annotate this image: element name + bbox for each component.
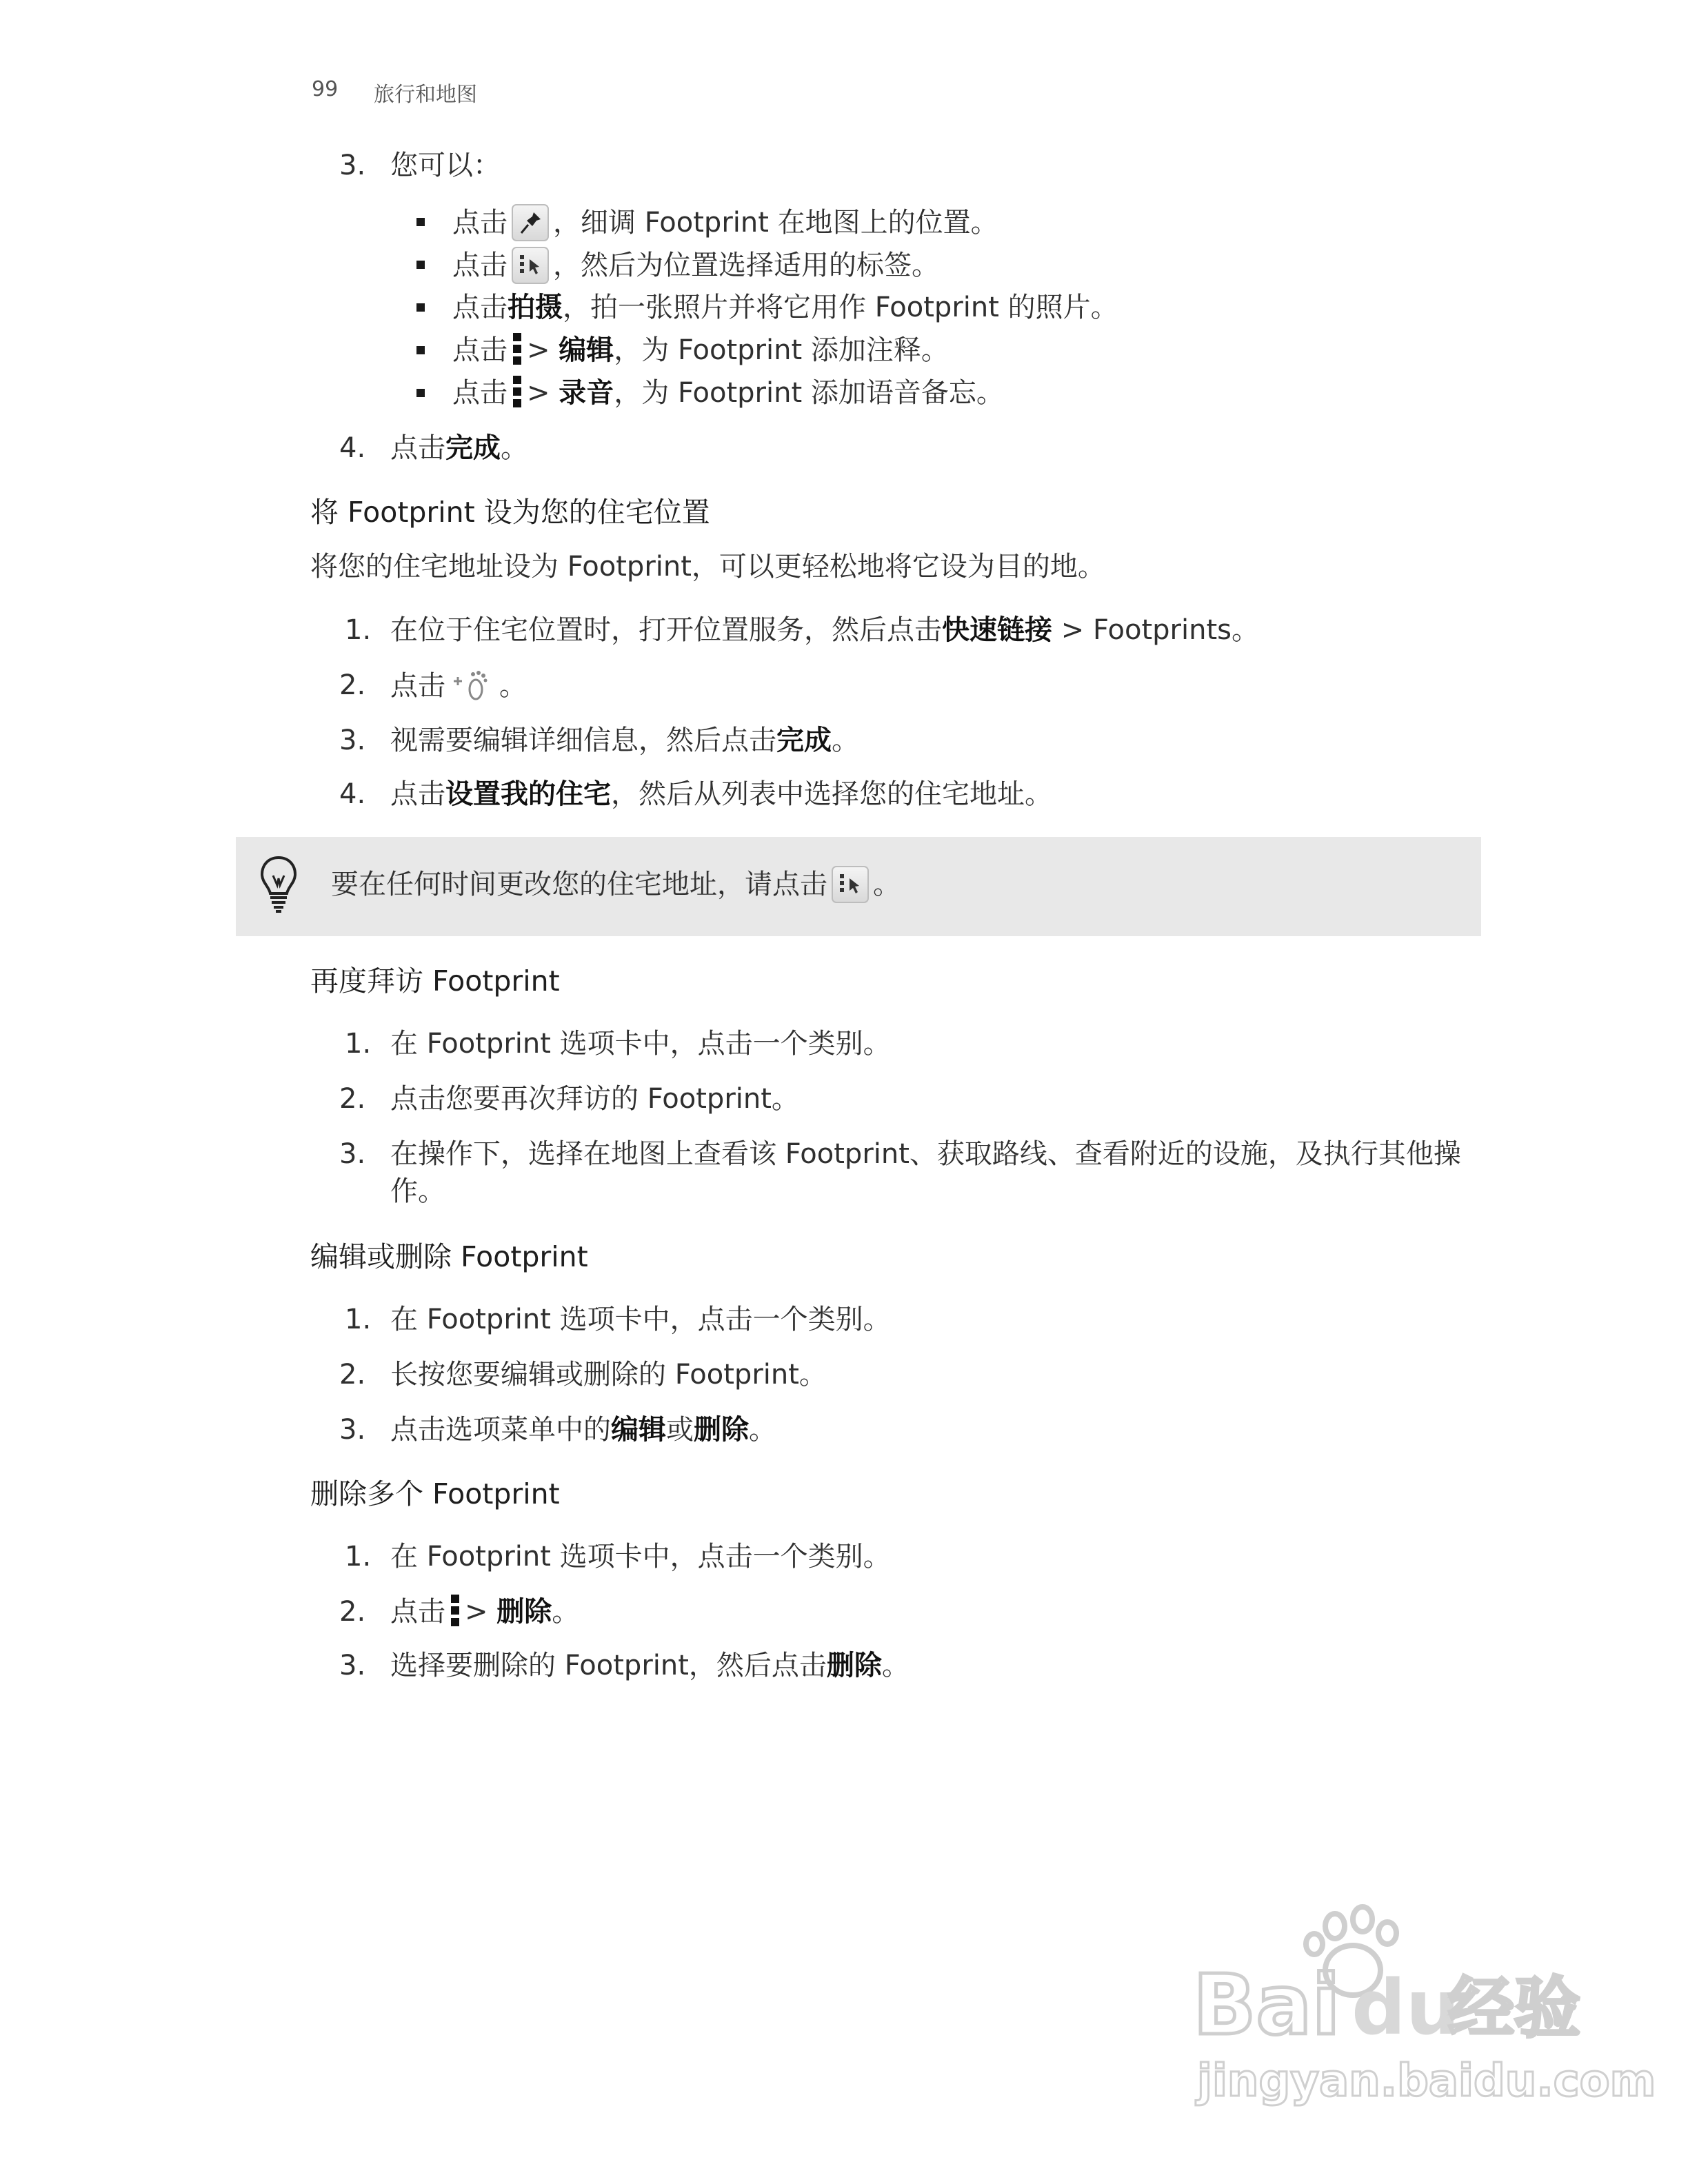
watermark-brand-right: du [1352,1963,1460,2052]
step-text: 长按您要编辑或删除的 Footprint。 [390,1359,827,1391]
bullet-item-edit: 点击 > 编辑，为 Footprint 添加注释。 [452,334,949,366]
step-number: 2. [339,1083,366,1115]
section-intro: 将您的住宅地址设为 Footprint，可以更轻松地将它设为目的地。 [310,551,1105,583]
step-number: 1. [345,614,372,646]
step-text: 点击设置我的住宅，然后从列表中选择您的住宅地址。 [390,778,1052,810]
bullet-item-photo: 点击拍摄，拍一张照片并将它用作 Footprint 的照片。 [452,292,1118,323]
step-number: 3. [339,1414,366,1446]
watermark-url: jingyan.baidu.com [1197,2056,1656,2107]
step-number: 3. [339,725,366,756]
label-select-icon [832,866,869,903]
menu-icon [451,1595,459,1626]
section-heading: 将 Footprint 设为您的住宅位置 [310,496,710,529]
step-number: 1. [345,1028,372,1060]
menu-icon [513,333,521,365]
chapter-title: 旅行和地图 [374,83,477,107]
step-number: 3. [339,150,366,181]
menu-icon [513,376,521,407]
step-text: 点击 。 [390,667,527,705]
step-text: 在 Footprint 选项卡中，点击一个类别。 [390,1028,891,1060]
watermark [1172,1903,1656,2116]
bullet [416,261,425,269]
bullet-item-record: 点击 > 录音，为 Footprint 添加语音备忘。 [452,377,1004,409]
bullet-item-pin: 点击 ，细调 Footprint 在地图上的位置。 [452,204,998,241]
step-number: 1. [345,1541,372,1573]
step-text-continued: 作。 [390,1175,445,1207]
lightbulb-icon [259,855,298,914]
paw-logo-icon [1172,1903,1656,2116]
bullet [416,389,425,397]
bullet [416,346,425,354]
step-text: 在 Footprint 选项卡中，点击一个类别。 [390,1541,891,1573]
step-text: 选择要删除的 Footprint，然后点击删除。 [390,1650,910,1681]
step-number: 4. [339,432,366,464]
step-text: 您可以： [390,150,501,181]
step-text: 在操作下，选择在地图上查看该 Footprint、获取路线、查看附近的设施，及执行其他操 [390,1138,1461,1170]
section-heading: 再度拜访 Footprint [310,964,560,998]
step-number: 4. [339,778,366,810]
step-text: 点击 > 删除。 [390,1596,580,1628]
tip-text: 要在任何时间更改您的住宅地址，请点击 。 [331,866,901,903]
step-number: 2. [339,1359,366,1391]
pin-icon [512,204,549,241]
step-text: 点击选项菜单中的编辑或删除。 [390,1414,776,1446]
step-number: 3. [339,1650,366,1681]
section-heading: 删除多个 Footprint [310,1477,560,1510]
page-number: 99 [312,77,339,101]
step-text: 视需要编辑详细信息，然后点击完成。 [390,725,859,756]
step-text: 在 Footprint 选项卡中，点击一个类别。 [390,1304,891,1335]
step-number: 1. [345,1304,372,1335]
bullet [416,303,425,312]
footprint-add-icon [451,667,494,705]
bullet [416,218,425,226]
step-text: 点击完成。 [390,432,528,464]
watermark-brand-cn: 经验 [1448,1970,1580,2047]
step-number: 3. [339,1138,366,1170]
bullet-item-label: 点击 ，然后为位置选择适用的标签。 [452,247,939,284]
step-text: 在位于住宅位置时，打开位置服务，然后点击快速链接 > Footprints。 [390,614,1259,646]
section-heading: 编辑或删除 Footprint [310,1240,588,1273]
step-number: 2. [339,669,366,701]
step-number: 2. [339,1596,366,1628]
step-text: 点击您要再次拜访的 Footprint。 [390,1083,799,1115]
watermark-brand-left: Bai [1193,1958,1340,2054]
label-select-icon [512,247,549,284]
